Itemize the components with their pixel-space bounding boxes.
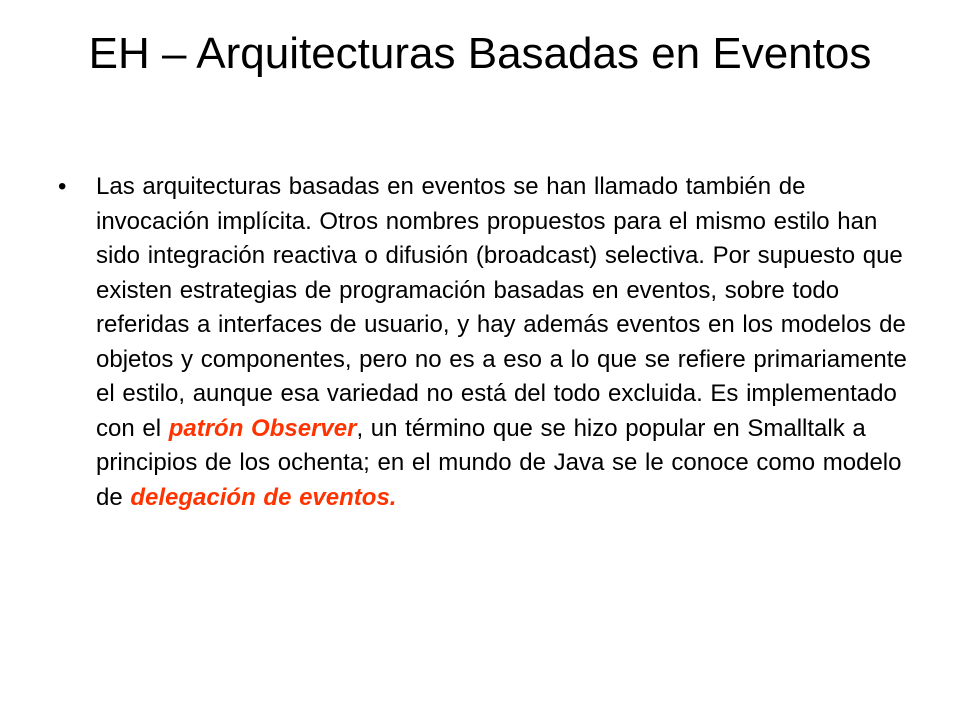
bullet-list [58, 170, 920, 515]
bullet-icon: • [58, 173, 67, 200]
slide-title: EH – Arquitecturas Basadas en Eventos [88, 29, 872, 78]
highlight-delegacion-eventos: delegación de eventos. [130, 483, 397, 511]
paragraph-text-2: , un término que se hizo popular en Smalltalk a principios de los ochenta; en el mundo de Java se le conoce como modelo de [96, 414, 902, 511]
paragraph-text-1: Las arquitecturas basadas en eventos se han llamado también de invocación implícita. Otros nombres propuestos para el mismo estilo han sido integración reactiva o difusión (broadcast) selectiva. Por supuesto que existen estrategias de programación basadas en eventos, sobre todo referidas a interfaces de usuario, y hay además eventos en los modelos de objetos y componentes, pero no es a eso a lo que se refiere primariamente el estilo, aunque esa variedad no está del todo excluida. Es implementado con el [96, 173, 907, 442]
bullet-item [58, 170, 920, 515]
highlight-patron-observer: patrón Observer [168, 414, 357, 442]
